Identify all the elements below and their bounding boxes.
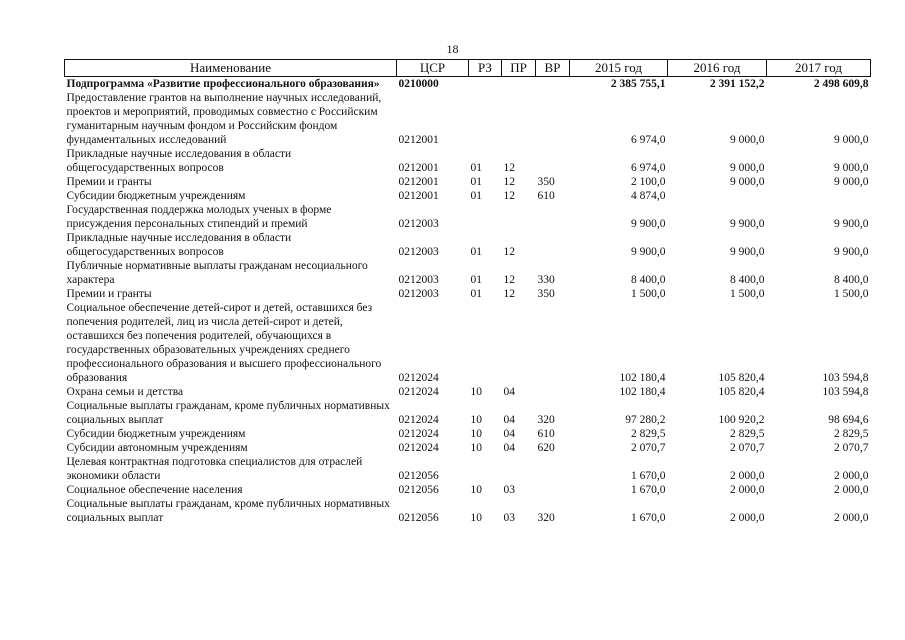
cell-2017: 8 400,0	[834, 274, 869, 286]
cell-rz	[469, 301, 502, 385]
cell-vr: 610	[537, 190, 555, 202]
cell-2015: 8 400,0	[631, 274, 666, 286]
cell-2015: 6 974,0	[631, 162, 666, 174]
cell-2015: 6 974,0	[631, 134, 666, 146]
cell-csr: 0212024	[398, 442, 439, 454]
table-row	[65, 287, 871, 301]
cell-name: Государственная поддержка молодых ученых в форме присуждения персональных стипендий и премий	[66, 204, 332, 230]
cell-vr	[536, 203, 570, 231]
cell-pr: 04	[503, 442, 515, 454]
cell-vr	[536, 77, 570, 92]
cell-2015: 2 100,0	[631, 176, 666, 188]
cell-pr: 04	[503, 428, 515, 440]
header-vr: ВР	[536, 60, 570, 77]
cell-name: Премии и гранты	[66, 176, 152, 188]
table-row	[65, 483, 871, 497]
cell-name: Целевая контрактная подготовка специалистов для отраслей экономики области	[66, 456, 363, 482]
header-2016: 2016 год	[668, 60, 767, 77]
table-row	[65, 399, 871, 427]
cell-name: Социальное обеспечение населения	[66, 484, 243, 496]
table-row	[65, 175, 871, 189]
cell-rz: 01	[470, 162, 482, 174]
cell-pr: 12	[503, 162, 515, 174]
cell-pr: 12	[503, 288, 515, 300]
cell-vr: 320	[537, 414, 555, 426]
cell-csr: 0212024	[398, 386, 439, 398]
cell-pr	[502, 91, 536, 147]
cell-2017: 9 900,0	[834, 218, 869, 230]
cell-vr: 610	[537, 428, 555, 440]
cell-name: Предоставление грантов на выполнение научных исследований, проектов и мероприятий, проводимых совместно с Российским гуманитарным научным фондом и Российским фондом фундаментальных исследований	[66, 92, 382, 146]
cell-vr: 620	[537, 442, 555, 454]
cell-2017	[767, 189, 871, 203]
cell-rz	[469, 91, 502, 147]
cell-rz: 10	[470, 442, 482, 454]
table-row	[65, 455, 871, 483]
cell-csr: 0212001	[398, 176, 439, 188]
cell-2015: 1 670,0	[631, 512, 666, 524]
header-2015: 2015 год	[570, 60, 668, 77]
table-row	[65, 203, 871, 231]
cell-2016: 9 000,0	[730, 162, 765, 174]
cell-pr: 12	[503, 246, 515, 258]
cell-pr	[502, 77, 536, 92]
cell-2015: 102 180,4	[619, 386, 666, 398]
cell-2015: 4 874,0	[631, 190, 666, 202]
header-name: Наименование	[65, 60, 397, 77]
cell-2016: 8 400,0	[730, 274, 765, 286]
cell-vr: 350	[537, 288, 555, 300]
cell-2016: 2 000,0	[730, 512, 765, 524]
cell-2017: 2 070,7	[834, 442, 869, 454]
cell-2015: 9 900,0	[631, 218, 666, 230]
cell-2017: 9 000,0	[834, 162, 869, 174]
cell-2015: 2 829,5	[631, 428, 666, 440]
cell-name: Субсидии бюджетным учреждениям	[66, 428, 246, 440]
header-pr: ПР	[502, 60, 536, 77]
cell-name: Социальное обеспечение детей-сирот и детей, оставшихся без попечения родителей, лиц из числа детей-сирот и детей, оставшихся без попечения родителей, обучающихся в государственных образовательных учреждениях среднего профессионального образования и высшего профессионального образования	[66, 302, 382, 384]
cell-csr: 0212024	[398, 428, 439, 440]
cell-rz	[469, 203, 502, 231]
table-row	[65, 441, 871, 455]
page-number: 18	[446, 42, 459, 56]
cell-pr: 03	[503, 484, 515, 496]
cell-2016: 105 820,4	[718, 372, 765, 384]
cell-2016: 105 820,4	[718, 386, 765, 398]
cell-pr: 03	[503, 512, 515, 524]
cell-rz: 10	[470, 484, 482, 496]
cell-pr: 04	[503, 386, 515, 398]
cell-rz: 10	[470, 512, 482, 524]
cell-name: Прикладные научные исследования в области общегосударственных вопросов	[66, 148, 292, 174]
cell-csr: 0212024	[398, 414, 439, 426]
cell-2017: 9 900,0	[834, 246, 869, 258]
cell-2016: 9 000,0	[730, 134, 765, 146]
table-row	[65, 497, 871, 525]
cell-name: Охрана семьи и детства	[66, 386, 184, 398]
header-csr: ЦСР	[397, 60, 469, 77]
cell-vr	[536, 301, 570, 385]
cell-2016: 2 070,7	[730, 442, 765, 454]
cell-pr	[502, 203, 536, 231]
cell-rz: 10	[470, 386, 482, 398]
cell-rz	[469, 77, 502, 92]
cell-2017: 2 829,5	[834, 428, 869, 440]
cell-csr: 0210000	[398, 78, 439, 90]
table-row	[65, 301, 871, 385]
cell-vr: 330	[537, 274, 555, 286]
cell-2017: 103 594,8	[822, 372, 869, 384]
table-header-row	[65, 60, 871, 77]
cell-rz: 01	[470, 246, 482, 258]
cell-csr: 0212003	[398, 274, 439, 286]
table-body	[65, 77, 871, 526]
cell-2016: 2 829,5	[730, 428, 765, 440]
table-row	[65, 147, 871, 175]
cell-name: Социальные выплаты гражданам, кроме публичных нормативных социальных выплат	[66, 498, 390, 524]
cell-2015: 9 900,0	[631, 246, 666, 258]
cell-csr: 0212003	[398, 218, 439, 230]
cell-2017: 9 000,0	[834, 176, 869, 188]
cell-2017: 2 000,0	[834, 484, 869, 496]
header-rz: РЗ	[469, 60, 502, 77]
cell-2016: 9 900,0	[730, 218, 765, 230]
cell-vr	[536, 147, 570, 175]
cell-pr	[502, 301, 536, 385]
cell-csr: 0212001	[398, 134, 439, 146]
cell-2016: 2 000,0	[730, 470, 765, 482]
cell-2017: 1 500,0	[834, 288, 869, 300]
cell-csr: 0212001	[398, 190, 439, 202]
cell-vr	[536, 483, 570, 497]
budget-table	[64, 59, 871, 525]
cell-csr: 0212003	[398, 288, 439, 300]
cell-2015: 2 070,7	[631, 442, 666, 454]
cell-2017: 2 498 609,8	[813, 78, 869, 90]
cell-2016: 100 920,2	[718, 414, 765, 426]
cell-vr	[536, 231, 570, 259]
cell-2015: 1 670,0	[631, 484, 666, 496]
cell-2015: 1 500,0	[631, 288, 666, 300]
cell-name: Прикладные научные исследования в области общегосударственных вопросов	[66, 232, 292, 258]
cell-rz: 10	[470, 428, 482, 440]
cell-csr: 0212056	[398, 484, 439, 496]
cell-pr: 04	[503, 414, 515, 426]
cell-2017: 103 594,8	[822, 386, 869, 398]
cell-csr: 0212003	[398, 246, 439, 258]
cell-rz: 10	[470, 414, 482, 426]
cell-vr: 350	[537, 176, 555, 188]
cell-name: Премии и гранты	[66, 288, 152, 300]
cell-vr	[536, 455, 570, 483]
cell-2016: 2 391 152,2	[709, 78, 765, 90]
cell-rz: 01	[470, 176, 482, 188]
cell-name: Социальные выплаты гражданам, кроме публичных нормативных социальных выплат	[66, 400, 390, 426]
cell-vr: 320	[537, 512, 555, 524]
cell-rz: 01	[470, 274, 482, 286]
cell-vr	[536, 385, 570, 399]
table-row	[65, 91, 871, 147]
table-row	[65, 189, 871, 203]
cell-2015: 102 180,4	[619, 372, 666, 384]
cell-2017: 2 000,0	[834, 470, 869, 482]
cell-csr: 0212056	[398, 470, 439, 482]
cell-name: Подпрограмма «Развитие профессионального образования»	[66, 78, 380, 90]
cell-csr: 0212024	[398, 372, 439, 384]
table-row	[65, 259, 871, 287]
cell-csr: 0212056	[398, 512, 439, 524]
cell-2017: 9 000,0	[834, 134, 869, 146]
cell-pr: 12	[503, 274, 515, 286]
cell-pr: 12	[503, 176, 515, 188]
cell-csr: 0212001	[398, 162, 439, 174]
cell-2015: 2 385 755,1	[610, 78, 666, 90]
table-row	[65, 385, 871, 399]
cell-name: Публичные нормативные выплаты гражданам несоциального характера	[66, 260, 368, 286]
cell-2016	[668, 189, 767, 203]
cell-2015: 1 670,0	[631, 470, 666, 482]
cell-2017: 98 694,6	[828, 414, 869, 426]
cell-2015: 97 280,2	[625, 414, 666, 426]
table-row	[65, 231, 871, 259]
cell-vr	[536, 91, 570, 147]
cell-pr: 12	[503, 190, 515, 202]
cell-2016: 9 000,0	[730, 176, 765, 188]
cell-2017: 2 000,0	[834, 512, 869, 524]
cell-2016: 2 000,0	[730, 484, 765, 496]
table-row	[65, 77, 871, 92]
cell-name: Субсидии автономным учреждениям	[66, 442, 248, 454]
cell-2016: 9 900,0	[730, 246, 765, 258]
header-2017: 2017 год	[767, 60, 871, 77]
cell-rz: 01	[470, 190, 482, 202]
cell-pr	[502, 455, 536, 483]
cell-2016: 1 500,0	[730, 288, 765, 300]
cell-name: Субсидии бюджетным учреждениям	[66, 190, 246, 202]
cell-rz: 01	[470, 288, 482, 300]
table-row	[65, 427, 871, 441]
cell-rz	[469, 455, 502, 483]
